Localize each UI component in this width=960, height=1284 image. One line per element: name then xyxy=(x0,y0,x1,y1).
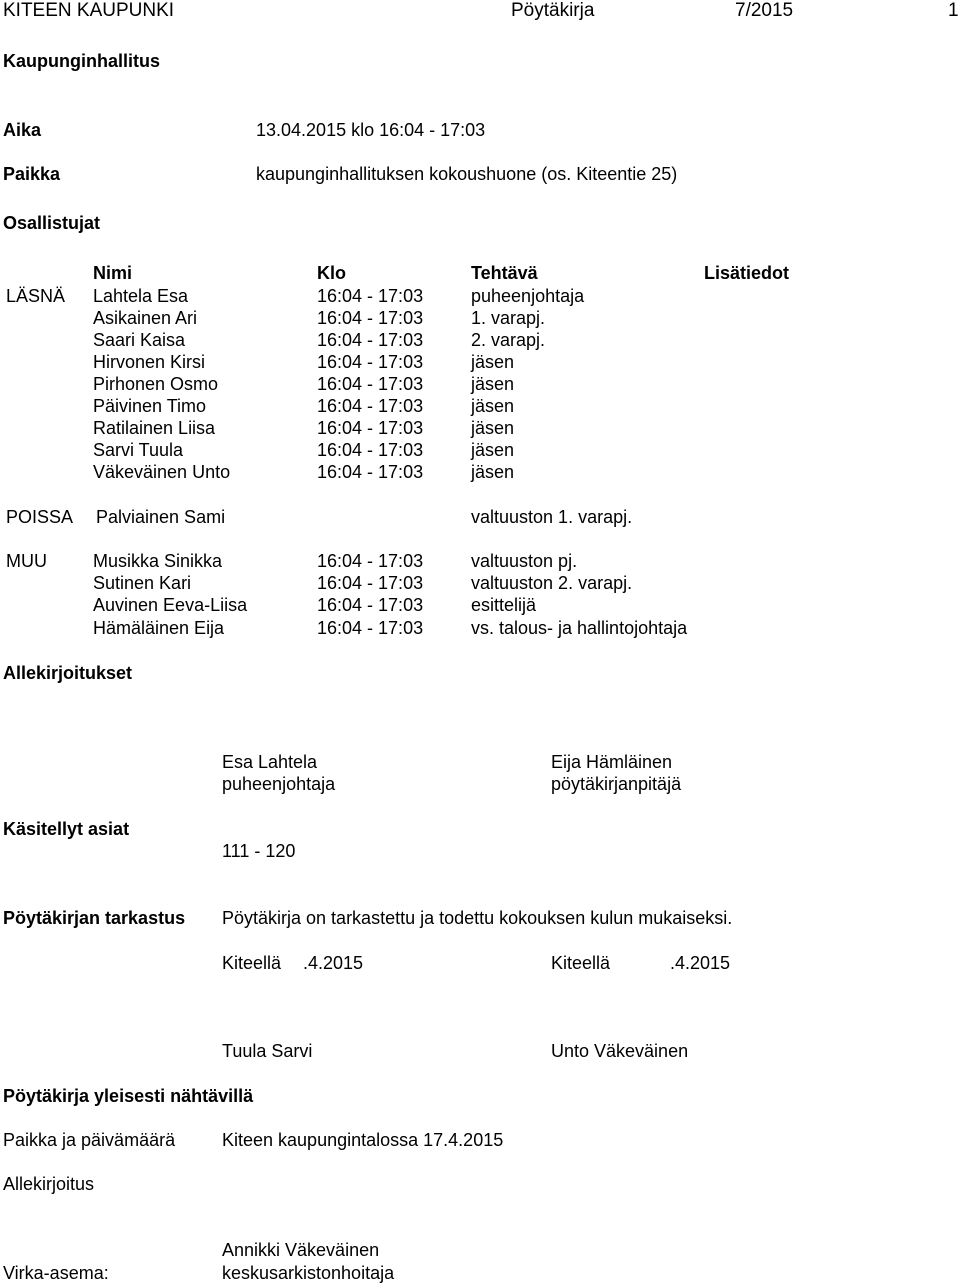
header-number: 7/2015 xyxy=(735,0,794,21)
attendee-name: Asikainen Ari xyxy=(93,308,198,328)
review-place-left: Kiteellä xyxy=(222,953,282,973)
review-place-right: Kiteellä xyxy=(551,953,611,973)
review-text: Pöytäkirja on tarkastettu ja todettu kokouksen kulun mukaiseksi. xyxy=(222,908,733,928)
place-date-label: Paikka ja päivämäärä xyxy=(3,1130,176,1150)
attendee-name: Pirhonen Osmo xyxy=(93,374,219,394)
attendee-role: jäsen xyxy=(471,462,515,482)
place-label: Paikka xyxy=(3,164,61,184)
handled-label: Käsitellyt asiat xyxy=(3,819,130,839)
archivist-name: Annikki Väkeväinen xyxy=(222,1240,380,1260)
group-label: LÄSNÄ xyxy=(6,286,66,306)
attendee-role: jäsen xyxy=(471,374,515,394)
attendee-time: 16:04 - 17:03 xyxy=(317,551,424,571)
place-value: kaupunginhallituksen kokoushuone (os. Kiteentie 25) xyxy=(256,164,678,184)
attendee-name: Saari Kaisa xyxy=(93,330,186,350)
attendee-time: 16:04 - 17:03 xyxy=(317,352,424,372)
col-time-header: Klo xyxy=(317,263,346,283)
col-name-header: Nimi xyxy=(93,263,133,283)
attendee-role: valtuuston 2. varapj. xyxy=(471,573,633,593)
header-page: 1 xyxy=(948,0,959,21)
header-org: KITEEN KAUPUNKI xyxy=(3,0,175,21)
review-date-right: .4.2015 xyxy=(670,953,731,973)
attendee-time: 16:04 - 17:03 xyxy=(317,618,424,638)
attendee-name: Väkeväinen Unto xyxy=(93,462,231,482)
signature-label: Allekirjoitus xyxy=(3,1174,95,1194)
attendee-role: valtuuston pj. xyxy=(471,551,578,571)
attendee-time: 16:04 - 17:03 xyxy=(317,440,424,460)
reviewer-left: Tuula Sarvi xyxy=(222,1041,313,1061)
body-name: Kaupunginhallitus xyxy=(3,51,160,71)
reviewer-right: Unto Väkeväinen xyxy=(551,1041,689,1061)
review-date-left: .4.2015 xyxy=(303,953,364,973)
attendee-time: 16:04 - 17:03 xyxy=(317,374,424,394)
attendee-role: jäsen xyxy=(471,396,515,416)
attendee-time: 16:04 - 17:03 xyxy=(317,418,424,438)
group-label: MUU xyxy=(6,551,47,571)
attendee-role: esittelijä xyxy=(471,595,537,615)
place-date-value: Kiteen kaupungintalossa 17.4.2015 xyxy=(222,1130,504,1150)
attendee-role: valtuuston 1. varapj. xyxy=(471,507,633,527)
secretary-name: Eija Hämläinen xyxy=(551,752,673,772)
public-label: Pöytäkirja yleisesti nähtävillä xyxy=(3,1086,254,1106)
attendee-time: 16:04 - 17:03 xyxy=(317,308,424,328)
col-role-header: Tehtävä xyxy=(471,263,538,283)
attendee-time: 16:04 - 17:03 xyxy=(317,286,424,306)
archivist-title: keskusarkistonhoitaja xyxy=(222,1263,395,1283)
attendee-name: Lahtela Esa xyxy=(93,286,189,306)
attendee-name: Hämäläinen Eija xyxy=(93,618,225,638)
position-label: Virka-asema: xyxy=(3,1263,109,1283)
chair-name: Esa Lahtela xyxy=(222,752,318,772)
attendee-time: 16:04 - 17:03 xyxy=(317,462,424,482)
attendee-name: Auvinen Eeva-Liisa xyxy=(93,595,248,615)
attendees-label: Osallistujat xyxy=(3,213,101,233)
attendee-time: 16:04 - 17:03 xyxy=(317,330,424,350)
time-label: Aika xyxy=(3,120,42,140)
group-label: POISSA xyxy=(6,507,74,527)
time-value: 13.04.2015 klo 16:04 - 17:03 xyxy=(256,120,486,140)
attendee-name: Sarvi Tuula xyxy=(93,440,184,460)
secretary-title: pöytäkirjanpitäjä xyxy=(551,774,682,794)
attendee-role: 2. varapj. xyxy=(471,330,546,350)
attendee-time: 16:04 - 17:03 xyxy=(317,595,424,615)
attendee-time: 16:04 - 17:03 xyxy=(317,396,424,416)
chair-title: puheenjohtaja xyxy=(222,774,336,794)
attendee-role: vs. talous- ja hallintojohtaja xyxy=(471,618,688,638)
header-doctype: Pöytäkirja xyxy=(511,0,595,21)
attendee-name: Ratilainen Liisa xyxy=(93,418,216,438)
attendee-role: jäsen xyxy=(471,352,515,372)
attendee-role: 1. varapj. xyxy=(471,308,546,328)
signatures-label: Allekirjoitukset xyxy=(3,663,133,683)
attendee-name: Palviainen Sami xyxy=(96,507,226,527)
attendee-role: jäsen xyxy=(471,418,515,438)
attendee-role: puheenjohtaja xyxy=(471,286,585,306)
attendee-name: Hirvonen Kirsi xyxy=(93,352,206,372)
attendee-name: Päivinen Timo xyxy=(93,396,207,416)
col-info-header: Lisätiedot xyxy=(704,263,790,283)
attendee-name: Musikka Sinikka xyxy=(93,551,223,571)
attendee-time: 16:04 - 17:03 xyxy=(317,573,424,593)
handled-value: 111 - 120 xyxy=(222,841,296,861)
review-label: Pöytäkirjan tarkastus xyxy=(3,908,186,928)
attendee-role: jäsen xyxy=(471,440,515,460)
attendee-name: Sutinen Kari xyxy=(93,573,192,593)
